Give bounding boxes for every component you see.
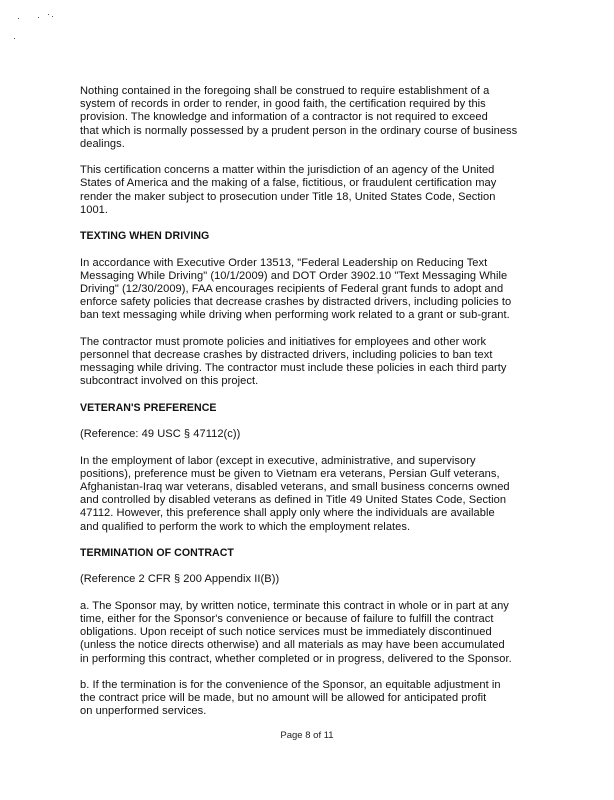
text-line: Messaging While Driving" (10/1/2009) and DOT Order 3902.10 "Text Messaging While [80,269,508,282]
paragraph [80,336,560,389]
text-line: ban text messaging while driving when performing work related to a grant or sub-grant. [80,309,510,322]
text-line: in performing this contract, whether completed or in progress, delivered to the Sponsor. [80,652,512,665]
text-line: b. If the termination is for the convenience of the Sponsor, an equitable adjustment in [80,678,501,691]
page-number: Page 8 of 11 [280,730,334,741]
text-line: the contract price will be made, but no amount will be allowed for anticipated profit [80,692,487,705]
scan-mark [14,38,15,39]
text-line: Afghanistan-Iraq war veterans, disabled veterans, and small business concerns owned [80,480,510,493]
paragraph [80,257,560,323]
text-line: positions), preference must be given to Vietnam era veterans, Persian Gulf veterans, [80,467,500,480]
text-line: Nothing contained in the foregoing shall be construed to require establishment of a [80,85,490,97]
paragraph [80,85,560,151]
text-line: subcontract involved on this project. [80,375,259,388]
scan-mark [52,16,53,17]
text-line: that which is normally possessed by a prudent person in the ordinary course of business [80,124,518,137]
text-line: (unless the notice directs otherwise) and all materials as may have been accumulated [80,639,505,652]
text-line: enforce safety policies that decrease crashes by distracted drivers, including policies to [80,296,512,309]
text-line: 47112. However, this preference shall apply only where the individuals are available [80,507,495,520]
paragraph [80,600,560,666]
paragraph [80,428,560,441]
paragraph [80,455,560,534]
text-line: provision. The knowledge and information of a contractor is not required to exceed [80,111,488,124]
text-line: In the employment of labor (except in executive, administrative, and supervisory [80,454,476,467]
paragraph [80,679,560,719]
text-line: In accordance with Executive Order 13513, "Federal Leadership on Reducing Text [80,256,488,269]
section-heading: TERMINATION OF CONTRACT [80,546,234,559]
text-line: messaging while driving. The contractor must include these policies in each third party [80,362,507,375]
text-line: system of records in order to render, in good faith, the certification required by this [80,98,486,111]
text-line: (Reference: 49 USC § 47112(c)) [80,428,241,441]
text-line: The contractor must promote policies and initiatives for employees and other work [80,335,487,348]
text-line: personnel that decrease crashes by distracted drivers, including policies to ban text [80,349,493,361]
text-line: Driving" (12/30/2009), FAA encourages recipients of Federal grant funds to adopt and [80,283,504,295]
text-line: on unperformed services. [80,705,207,718]
section-heading: VETERAN'S PREFERENCE [80,401,217,414]
text-line: dealings. [80,137,125,150]
text-line: 1001. [80,203,109,216]
scan-mark [38,17,39,18]
text-line: (Reference 2 CFR § 200 Appendix II(B)) [80,573,280,586]
text-line: render the maker subject to prosecution under Title 18, United States Code, Section [80,190,496,203]
text-line: States of America and the making of a false, fictitious, or fraudulent certification may [80,177,497,190]
text-line: a. The Sponsor may, by written notice, terminate this contract in whole or in part at any [80,599,509,612]
text-line: This certification concerns a matter within the jurisdiction of an agency of the United [80,164,495,177]
text-line: obligations. Upon receipt of such notice services must be immediately discontinued [80,626,492,639]
text-line: and controlled by disabled veterans as defined in Title 49 United States Code, Section [80,494,507,507]
scan-mark [48,14,49,15]
document-body [80,85,560,732]
paragraph [80,164,560,217]
scan-mark [18,18,19,19]
text-line: and qualified to perform the work to which the employment relates. [80,520,411,533]
section-heading: TEXTING WHEN DRIVING [80,230,210,243]
text-line: time, either for the Sponsor's convenience or because of failure to fulfill the contract [80,612,494,625]
paragraph [80,573,560,586]
